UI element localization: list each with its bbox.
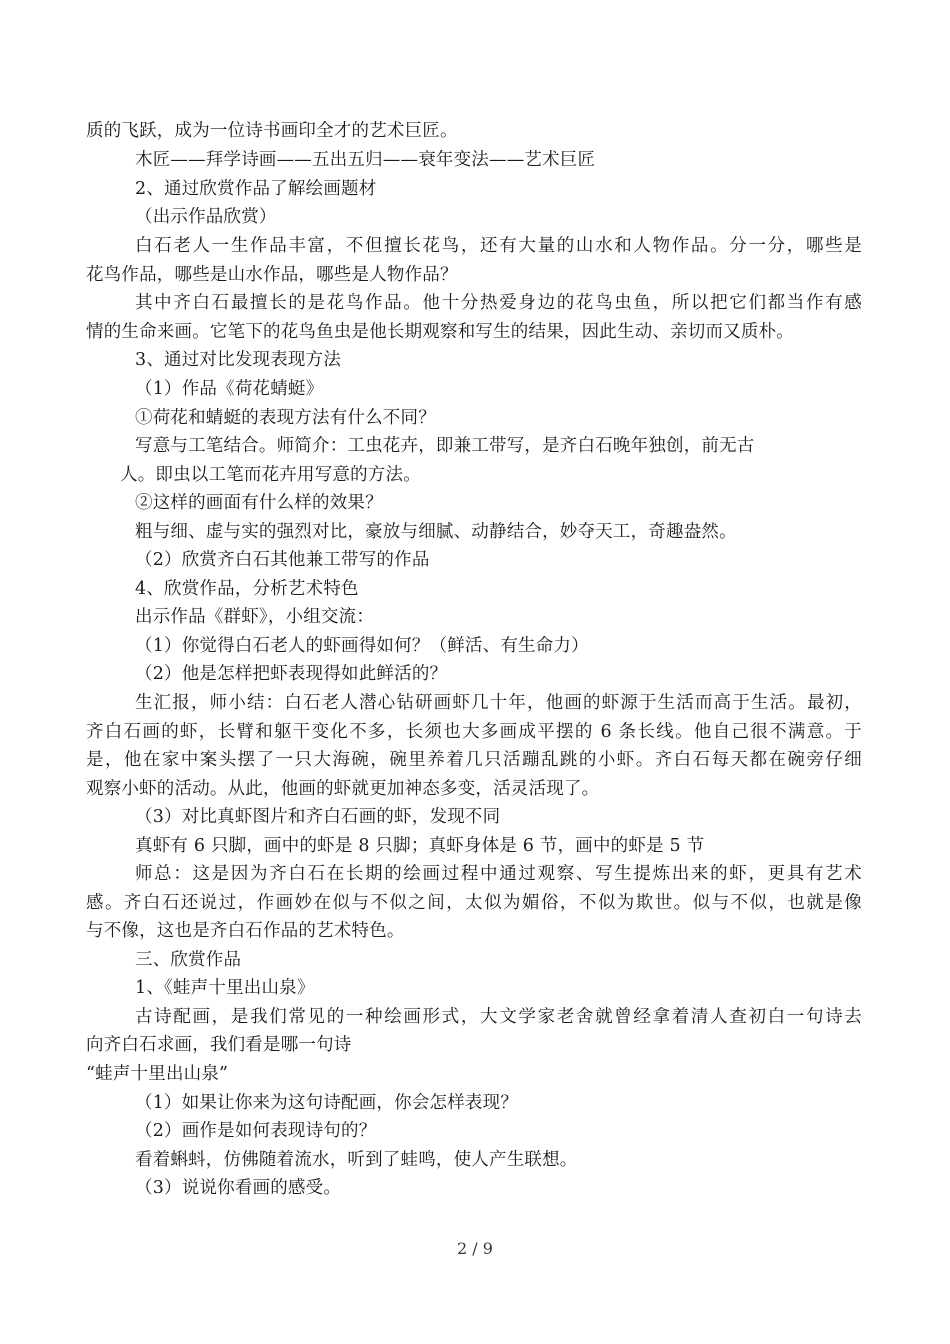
text-line: （出示作品欣赏） bbox=[135, 207, 277, 227]
text-line: ②这样的画面有什么样的效果？ bbox=[135, 493, 383, 513]
text-line: 质的飞跃，成为一位诗书画印全才的艺术巨匠。 bbox=[86, 121, 458, 141]
text-line: 情的生命来画。它笔下的花鸟鱼虫是他长期观察和写生的结果，因此生动、亲切而又质朴。 bbox=[86, 322, 794, 342]
text-line: 真虾有 6 只脚，画中的虾是 8 只脚；真虾身体是 6 节，画中的虾是 5 节 bbox=[135, 836, 705, 856]
section-heading: 1、《蛙声十里出山泉》 bbox=[135, 978, 315, 998]
text-line: 齐白石画的虾，长臂和躯干变化不多，长须也大多画成平摆的 6 条长线。他自己很不满意。于 bbox=[86, 722, 862, 742]
text-line: 与不像，这也是齐白石作品的艺术特色。 bbox=[86, 921, 405, 941]
text-line: 粗与细、虚与实的强烈对比，豪放与细腻、动静结合，妙夺天工，奇趣盎然。 bbox=[135, 522, 737, 542]
section-heading: 4、欣赏作品，分析艺术特色 bbox=[135, 579, 359, 599]
page-number: 2 / 9 bbox=[457, 1239, 493, 1258]
text-line: 出示作品《群虾》，小组交流： bbox=[135, 607, 375, 627]
section-heading: 3、通过对比发现表现方法 bbox=[135, 350, 342, 370]
text-line: 其中齐白石最擅长的是花鸟作品。他十分热爱身边的花鸟虫鱼，所以把它们都当作有感 bbox=[135, 293, 862, 313]
text-line: 花鸟作品，哪些是山水作品，哪些是人物作品？ bbox=[86, 265, 458, 285]
text-line: ①荷花和蜻蜓的表现方法有什么不同？ bbox=[135, 408, 436, 428]
text-line: 向齐白石求画，我们看是哪一句诗 bbox=[86, 1035, 352, 1055]
text-line: （2）欣赏齐白石其他兼工带写的作品 bbox=[135, 550, 430, 570]
text-line: （1）你觉得白石老人的虾画得如何？（鲜活、有生命力） bbox=[135, 636, 589, 656]
text-line: 写意与工笔结合。师简介：工虫花卉，即兼工带写，是齐白石晚年独创，前无古 bbox=[135, 436, 755, 456]
text-line: 人。即虫以工笔而花卉用写意的方法。 bbox=[120, 465, 421, 485]
text-line: 感。齐白石还说过，作画妙在似与不似之间，太似为媚俗，不似为欺世。似与不似，也就是像 bbox=[86, 893, 862, 913]
text-line: 师总：这是因为齐白石在长期的绘画过程中通过观察、写生提炼出来的虾，更具有艺术 bbox=[135, 864, 862, 884]
text-line: 古诗配画，是我们常见的一种绘画形式，大文学家老舍就曾经拿着清人查初白一句诗去 bbox=[135, 1007, 862, 1027]
text-line: （1）如果让你来为这句诗配画，你会怎样表现？ bbox=[135, 1093, 519, 1113]
section-heading: 2、通过欣赏作品了解绘画题材 bbox=[135, 179, 377, 199]
text-line: “蛙声十里出山泉” bbox=[86, 1064, 229, 1084]
text-line: 木匠——拜学诗画——五出五归——衰年变法——艺术巨匠 bbox=[135, 150, 596, 170]
text-line: 生汇报，师小结：白石老人潜心钻研画虾几十年，他画的虾源于生活而高于生活。最初， bbox=[135, 693, 862, 713]
text-line: （1）作品《荷花蜻蜓》 bbox=[135, 379, 324, 399]
text-line: 是，他在家中案头摆了一只大海碗，碗里养着几只活蹦乱跳的小虾。齐白石每天都在碗旁仔细 bbox=[86, 750, 862, 770]
text-line: （2）他是怎样把虾表现得如此鲜活的？ bbox=[135, 664, 448, 684]
section-heading: 三、欣赏作品 bbox=[135, 950, 242, 970]
text-line: 观察小虾的活动。从此，他画的虾就更加神态多变，活灵活现了。 bbox=[86, 779, 600, 799]
text-line: （2）画作是如何表现诗句的？ bbox=[135, 1121, 377, 1141]
text-line: （3）对比真虾图片和齐白石画的虾，发现不同 bbox=[135, 807, 501, 827]
text-line: 白石老人一生作品丰富，不但擅长花鸟，还有大量的山水和人物作品。分一分，哪些是 bbox=[135, 236, 862, 256]
text-line: （3）说说你看画的感受。 bbox=[135, 1178, 342, 1198]
text-line: 看着蝌蚪，仿佛随着流水，听到了蛙鸣，使人产生联想。 bbox=[135, 1150, 578, 1170]
